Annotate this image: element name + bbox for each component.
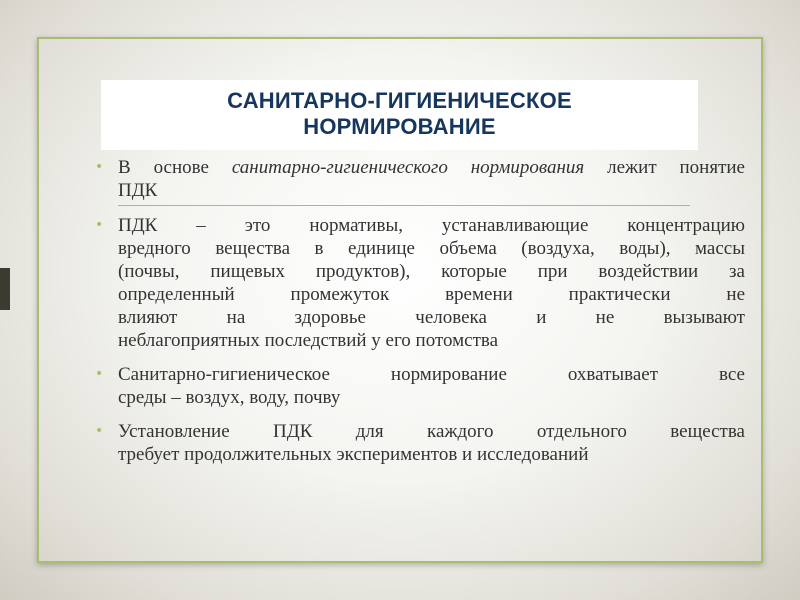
list-item-2-line-5: влияют на здоровье человека и не вызывают	[118, 307, 745, 328]
item-1-prefix: В основе	[118, 157, 232, 178]
list-item-2-line-3: (почвы, пищевых продуктов), которые при воздействии за	[118, 261, 745, 282]
list-item-2-line-4: определенный промежуток времени практически не	[118, 284, 745, 305]
list-item-2-line-6: неблагоприятных последствий у его потомства	[118, 330, 499, 351]
list-item-1-line-1	[118, 156, 745, 179]
list-item-4-line-1: Установление ПДК для каждого отдельного вещества	[118, 421, 745, 442]
list-item-2-line-1: ПДК – это нормативы, устанавливающие концентрацию	[118, 215, 745, 236]
title-line-2: НОРМИРОВАНИЕ	[303, 114, 496, 139]
left-edge-tab	[0, 268, 10, 310]
list-item-1-line-2: ПДК	[118, 180, 158, 201]
item-1-suffix: лежит понятие	[584, 157, 745, 178]
bullet-icon: •	[95, 159, 104, 175]
list-item-4	[95, 420, 745, 466]
bullet-icon: •	[95, 423, 104, 439]
title-line-1: САНИТАРНО-ГИГИЕНИЧЕСКОЕ	[227, 88, 572, 113]
list-item-3-line-1: Санитарно-гигиеническое нормирование охватывает все	[118, 364, 745, 385]
list-item-2-line-2: вредного вещества в единице объема (воздуха, воды), массы	[118, 238, 745, 259]
bullet-icon: •	[95, 217, 104, 233]
title-box	[101, 80, 698, 150]
list-item-3	[95, 363, 745, 409]
list-item-4-line-2: требует продолжительных экспериментов и исследований	[118, 444, 589, 465]
list-item-2	[95, 214, 745, 352]
item-1-italic-term: санитарно-гигиенического нормирования	[231, 157, 585, 178]
list-item-3-line-2: среды – воздух, воду, почву	[118, 387, 341, 408]
bullet-list	[95, 156, 745, 466]
bullet-icon: •	[95, 366, 104, 382]
list-item-1	[95, 156, 745, 202]
